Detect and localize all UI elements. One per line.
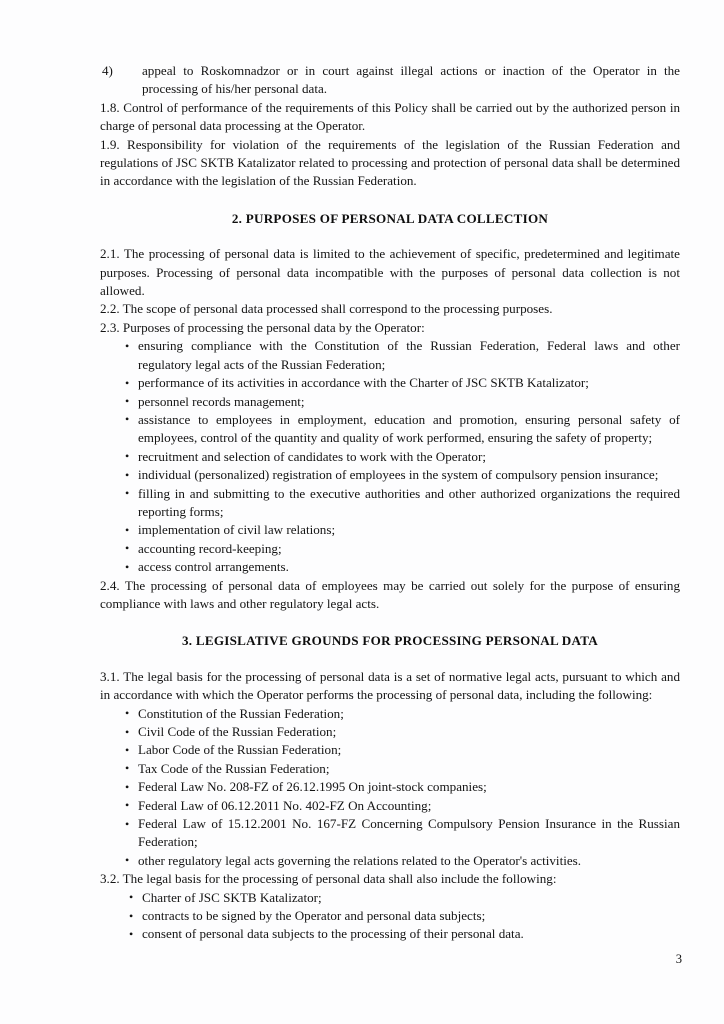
paragraph-2-4: 2.4. The processing of personal data of employees may be carried out solely for the purpose of ensuring compliance with laws and other regulatory legal acts.	[100, 577, 680, 611]
spacer-before-heading-2	[100, 191, 680, 210]
legal-acts-list	[100, 705, 680, 871]
paragraph-2-3: 2.3. Purposes of processing the personal data by the Operator:	[100, 319, 425, 335]
list-item: • performance of its activities in accordance with the Charter of JSC SKTB Katalizator;	[100, 374, 680, 392]
paragraph-2-2: 2.2. The scope of personal data processed shall correspond to the processing purposes.	[100, 301, 553, 317]
spacer-after-heading-3	[100, 651, 680, 668]
numbered-item-4-text: appeal to Roskomnadzor or in court against illegal actions or inaction of the Operator in the processing of his/her personal data.	[142, 63, 680, 97]
spacer-after-heading-2	[100, 228, 680, 245]
paragraph-1-9: 1.9. Responsibility for violation of the requirements of the legislation of the Russian Federation and regulations of JSC SKTB Katalizator related to processing and protection of personal data shall be determined in accordance with the legislation of the Russian Federation.	[100, 136, 680, 189]
section-heading-3: 3. LEGISLATIVE GROUNDS FOR PROCESSING PERSONAL DATA	[181, 633, 599, 649]
list-item: • Federal Law of 06.12.2011 No. 402-FZ On Accounting;	[100, 797, 680, 815]
page-number: 3	[675, 952, 682, 966]
purposes-list	[100, 337, 680, 576]
list-item: • Charter of JSC SKTB Katalizator;	[100, 889, 680, 907]
paragraph-2-1: 2.1. The processing of personal data is limited to the achievement of specific, predetermined and legitimate purposes. Processing of personal data incompatible with the purposes of personal data collection is not allowed.	[100, 246, 680, 299]
list-item: • Tax Code of the Russian Federation;	[100, 760, 680, 778]
page-content	[100, 62, 680, 944]
list-item: • Federal Law No. 208-FZ of 26.12.1995 On joint-stock companies;	[100, 778, 680, 796]
list-item: • Federal Law of 15.12.2001 No. 167-FZ Concerning Compulsory Pension Insurance in the Russian Federation;	[100, 815, 680, 852]
additional-legal-basis-list	[100, 889, 680, 944]
paragraph-3-1: 3.1. The legal basis for the processing of personal data is a set of normative legal acts, pursuant to which and in accordance with which the Operator performs the processing of personal data, including the following:	[100, 668, 680, 703]
paragraph-1-8: 1.8. Control of performance of the requirements of this Policy shall be carried out by the authorized person in charge of personal data processing at the Operator.	[100, 99, 680, 134]
list-item: • personnel records management;	[100, 393, 680, 411]
list-item: • access control arrangements.	[100, 558, 680, 576]
numbered-item-4-marker: 4)	[102, 63, 113, 78]
list-item: • assistance to employees in employment, education and promotion, ensuring personal safety of employees, control of the quantity and quality of work performed, ensuring the safety of property;	[100, 411, 680, 448]
section-heading-2: 2. PURPOSES OF PERSONAL DATA COLLECTION	[231, 210, 549, 226]
list-item: • contracts to be signed by the Operator and personal data subjects;	[100, 907, 680, 925]
list-item: • filling in and submitting to the executive authorities and other authorized organizations the required reporting forms;	[100, 485, 680, 522]
list-item: • consent of personal data subjects to the processing of their personal data.	[100, 925, 680, 943]
list-item: • recruitment and selection of candidates to work with the Operator;	[100, 448, 680, 466]
numbered-item-4	[100, 62, 680, 99]
list-item: • other regulatory legal acts governing the relations related to the Operator's activities.	[100, 852, 680, 870]
paragraph-3-2: 3.2. The legal basis for the processing of personal data shall also include the following:	[100, 871, 557, 887]
list-item: • Constitution of the Russian Federation;	[100, 705, 680, 723]
spacer-before-heading-3	[100, 613, 680, 632]
list-item: • implementation of civil law relations;	[100, 521, 680, 539]
list-item: • Labor Code of the Russian Federation;	[100, 741, 680, 759]
list-item: • Civil Code of the Russian Federation;	[100, 723, 680, 741]
list-item: • ensuring compliance with the Constitution of the Russian Federation, Federal laws and other regulatory legal acts of the Russian Federation;	[100, 337, 680, 374]
list-item: • accounting record-keeping;	[100, 540, 680, 558]
list-item: • individual (personalized) registration of employees in the system of compulsory pension insurance;	[100, 466, 680, 484]
